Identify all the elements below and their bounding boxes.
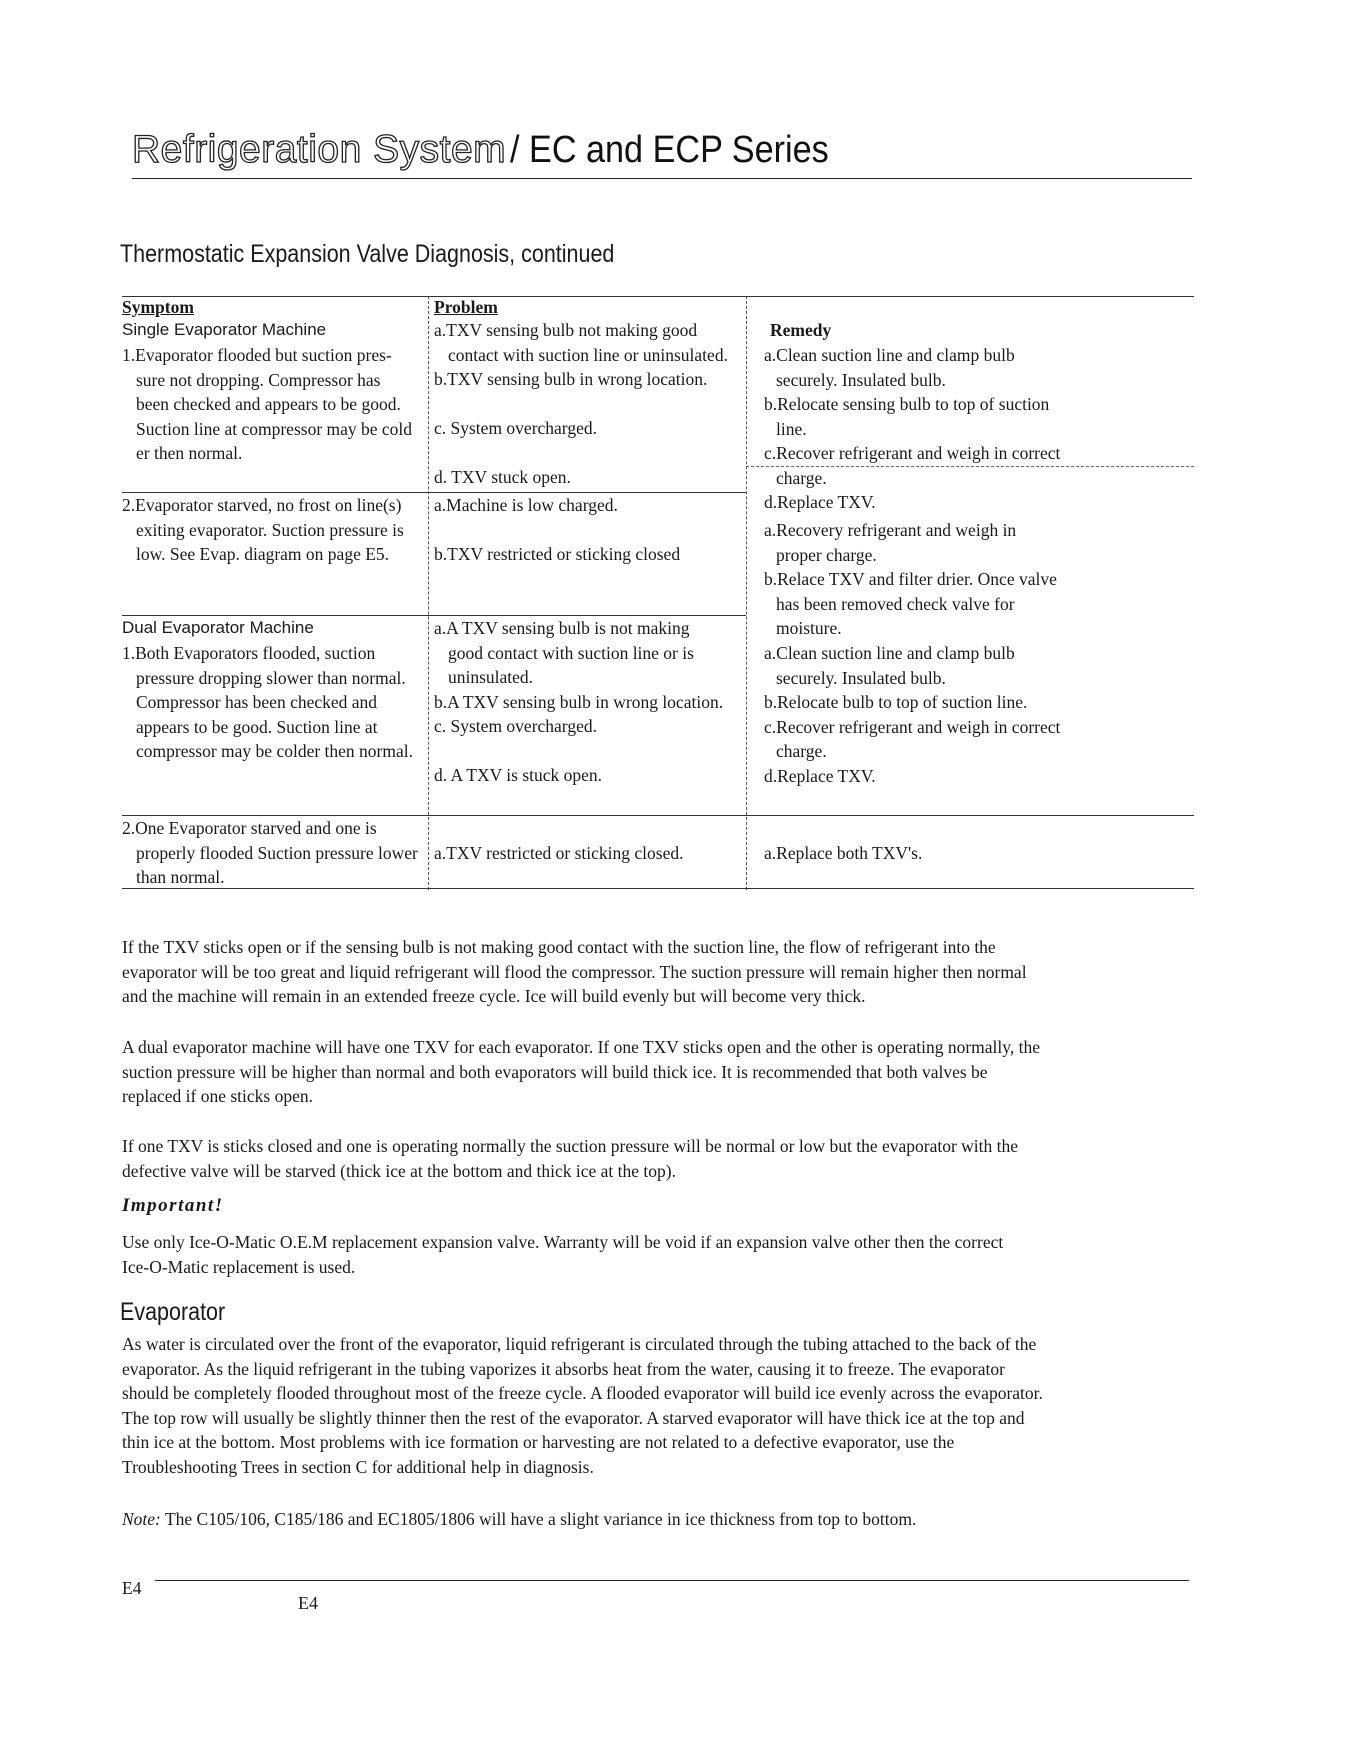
paragraph-txv-closed: If one TXV is sticks closed and one is operating normally the suction pressure will be normal or low but the evaporator with the defective valve will be starved (thick ice at the bottom and thick ice at the top). <box>122 1136 1019 1181</box>
diagnosis-table <box>122 296 1194 890</box>
column-divider <box>428 296 429 890</box>
note-text: The C105/106, C185/186 and EC1805/1806 will have a slight variance in ice thickness from top to bottom. <box>164 1509 917 1529</box>
remedy-dual-2: a.Replace both TXV's. <box>764 843 923 863</box>
paragraph-txv-open: If the TXV sticks open or if the sensing bulb is not making good contact with the suction line, the flow of refrigerant into the evaporator will be too great and liquid refrigerant will flood the compressor. The suction pressure will remain higher then normal and the machine will remain in an extended freeze cycle. Ice will build evenly but will become very thick. <box>122 937 1027 1006</box>
header-title-outline: Refrigeration System <box>132 128 507 171</box>
note-label: Note: <box>122 1509 161 1529</box>
symptom-single-1: 1.Evaporator flooded but suction pres- sure not dropping. Compressor has been checked and appears to be good. Suction line at compressor may be cold er then normal. <box>122 345 413 463</box>
table-bottom-rule <box>122 888 1194 889</box>
single-evaporator-heading: Single Evaporator Machine <box>122 320 327 339</box>
section-title: Thermostatic Expansion Valve Diagnosis, continued <box>120 240 615 268</box>
remedy-dual-1: a.Clean suction line and clamp bulb securely. Insulated bulb. b.Relocate bulb to top of suction line. c.Recover refrigerant and weigh in correct charge. d.Replace TXV. <box>764 643 1061 786</box>
dual-evaporator-heading: Dual Evaporator Machine <box>122 618 314 637</box>
table-top-rule <box>122 296 1194 297</box>
problem-single-2: a.Machine is low charged. b.TXV restricted or sticking closed <box>434 495 681 564</box>
remedy-single-1: a.Clean suction line and clamp bulb securely. Insulated bulb. b.Relocate sensing bulb to top of suction line. c.Recover refrigerant and weigh in correct charge. d.Replace TXV. <box>764 345 1061 512</box>
header-problem: Problem <box>434 297 498 317</box>
footer-rule <box>155 1580 1189 1581</box>
note <box>122 1509 916 1530</box>
problem-dual-2: a.TXV restricted or sticking closed. <box>434 843 684 863</box>
footer-page-label: E4 <box>298 1593 318 1613</box>
symptom-dual-2: 2.One Evaporator starved and one is properly flooded Suction pressure lower than normal. <box>122 818 418 887</box>
symptom-single-2: 2.Evaporator starved, no frost on line(s) exiting evaporator. Suction pressure is low. See Evap. diagram on page E5. <box>122 495 404 564</box>
remedy-single-2: a.Recovery refrigerant and weigh in proper charge. b.Relace TXV and filter drier. Once valve has been removed check valve for moisture. <box>764 520 1057 638</box>
header-symptom: Symptom <box>122 297 194 317</box>
important-label: Important! <box>122 1195 224 1216</box>
paragraph-important: Use only Ice-O-Matic O.E.M replacement expansion valve. Warranty will be void if an expansion valve other then the correct Ice-O-Matic replacement is used. <box>122 1232 1004 1277</box>
page-header <box>132 128 1192 179</box>
problem-single-1: a.TXV sensing bulb not making good contact with suction line or uninsulated. b.TXV sensing bulb in wrong location. c. System overcharged. d. TXV stuck open. <box>434 320 728 487</box>
footer-page-number: E4 <box>122 1578 142 1598</box>
column-divider <box>746 296 747 890</box>
symptom-dual-1: 1.Both Evaporators flooded, suction pressure dropping slower than normal. Compressor has been checked and appears to be good. Suction line at compressor may be colder then normal. <box>122 643 413 761</box>
header-title-series: / EC and ECP Series <box>510 129 829 171</box>
paragraph-evaporator: As water is circulated over the front of the evaporator, liquid refrigerant is circulated through the tubing attached to the back of the evaporator. As the liquid refrigerant in the tubing vaporizes it absorbs heat from the water, causing it to freeze. The evaporator should be completely flooded throughout most of the freeze cycle. A flooded evaporator will build ice evenly across the evaporator. The top row will usually be slightly thinner then the rest of the evaporator. A starved evaporator will have thick ice at the top and thin ice at the bottom. Most problems with ice formation or harvesting are not related to a defective evaporator, use the Troubleshooting Trees in section C for additional help in diagnosis. <box>122 1334 1043 1477</box>
paragraph-dual-evaporator: A dual evaporator machine will have one TXV for each evaporator. If one TXV sticks open and the other is operating normally, the suction pressure will be higher than normal and both evaporators will build thick ice. It is recommended that both valves be replaced if one sticks open. <box>122 1037 1040 1106</box>
evaporator-heading: Evaporator <box>120 1298 226 1326</box>
header-remedy: Remedy <box>770 320 832 340</box>
problem-dual-1: a.A TXV sensing bulb is not making good contact with suction line or is uninsulated. b.A TXV sensing bulb in wrong location. c. System overcharged. d. A TXV is stuck open. <box>434 618 724 785</box>
